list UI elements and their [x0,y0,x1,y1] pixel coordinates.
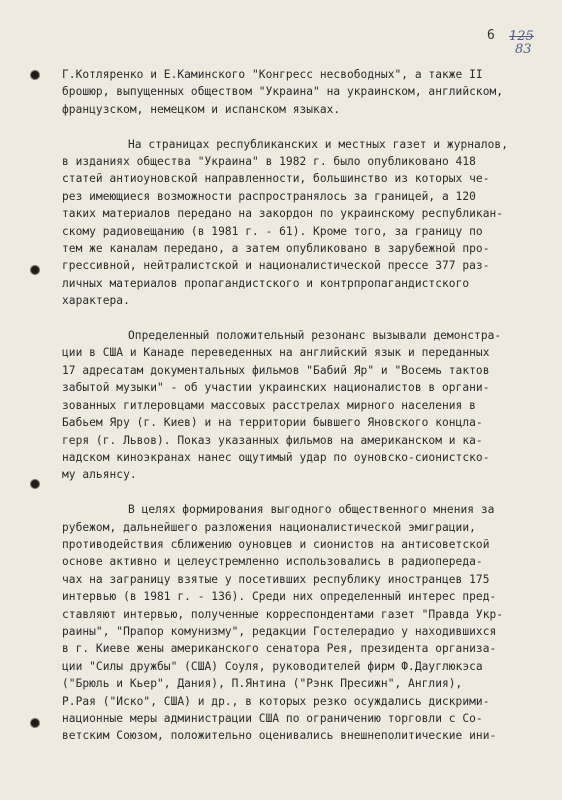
text-line: противодействия сближению оуновцев и сионистов на антисоветской [62,537,490,551]
text-line: французском, немецком и испанском языках. [62,102,341,116]
archive-number-crossed: 125 [509,29,534,44]
text-line: интервью (в 1981 г. - 136). Среди них определенный интерес пред- [62,590,497,604]
paragraph [62,136,550,310]
text-line: Определенный положительный резонанс вызывали демонстра- [128,329,502,343]
text-line: личных материалов пропагандистского и контрпропагандистского [62,276,470,290]
text-line: му альянсу. [62,468,137,482]
text-line: Г.Котляренко и Е.Каминского "Конгресс несвободных", а также II [62,68,483,81]
text-line: ветским Союзом, положительно оценивались внешнеполитические ини- [62,729,497,743]
text-line: Бабьем Яру (г. Киев) и на территории бывшего Яновского концла- [62,416,483,430]
binder-hole [30,70,40,80]
text-line: рубежом, дальнейшего разложения националистической эмиграции, [62,520,476,534]
paragraph [62,66,550,118]
text-line: ("Брюль и Кьер", Дания), П.Янтина ("Рэнк Пресижн", Англия), [62,677,463,691]
text-line: характера. [62,294,130,308]
binder-hole [30,479,40,489]
text-line: На страницах республиканских и местных газет и журналов, [128,137,508,151]
paragraph [62,501,550,745]
page-number: 6 [487,28,495,43]
text-line: национные меры администрации США по ограничению торговли с Со- [62,711,483,725]
text-line: геря (г. Львов). Показ указанных фильмов на американском и ка- [62,433,483,447]
text-line: тем же каналам передано, а затем опубликовано в зарубежной про- [62,242,490,256]
text-line: 17 адресатам документальных фильмов "Бабий Яр" и "Восемь тактов [62,363,490,377]
text-line: в изданиях общества "Украина" в 1982 г. было опубликовано 418 [62,155,476,169]
text-line: чах на заграницу взятые у посетивших республику иностранцев 175 [62,572,490,586]
archive-number-current: 83 [515,42,532,57]
text-line: ции в США и Канаде переведенных на английский язык и переданных [62,346,490,360]
text-line: брошюр, выпущенных обществом "Украина" на украинском, английском, [62,85,504,99]
text-line: ставляют интервью, полученные корреспондентами газет "Правда Укр- [62,607,504,621]
text-line: грессивной, нейтралистской и националистической прессе 377 раз- [62,259,490,273]
document-body [62,66,550,762]
text-line: скому радиовещанию (в 1981 г. - 61). Кроме того, за границу по [62,224,483,238]
archive-folio-number [509,30,534,56]
text-line: раины", "Прапор комунизму", редакции Гостелерадио у находившихся [62,624,497,638]
binder-hole [30,265,40,275]
text-line: зованных гитлеровцами массовых расстрелах мирного населения в [62,398,476,412]
text-line: забытой музыки" - об участии украинских националистов в органи- [62,381,490,395]
text-line: рез имеющиеся возможности распространялось за границей, а 120 [62,189,476,203]
text-line: Р.Рая ("Иско", США) и др., в которых резко осуждались дискрими- [62,694,490,708]
text-line: В целях формирования выгодного общественного мнения за [128,503,495,517]
text-line: надском киноэкранах нанес ощутимый удар по оуновско-сионистско- [62,450,490,464]
text-line: статей антиоуновской направленности, большинство из которых че- [62,172,490,186]
paragraph [62,327,550,484]
text-line: таких материалов передано на закордон по украинскому республикан- [62,207,504,221]
text-line: в г. Киеве жены американского сенатора Рея, президента организа- [62,642,497,656]
binder-hole [30,718,40,728]
text-line: ции "Силы дружбы" (США) Соуля, руководителей фирм Ф.Дауглюкэса [62,659,483,673]
text-line: основе активно и целеустремленно использовались в радиопереда- [62,555,483,569]
